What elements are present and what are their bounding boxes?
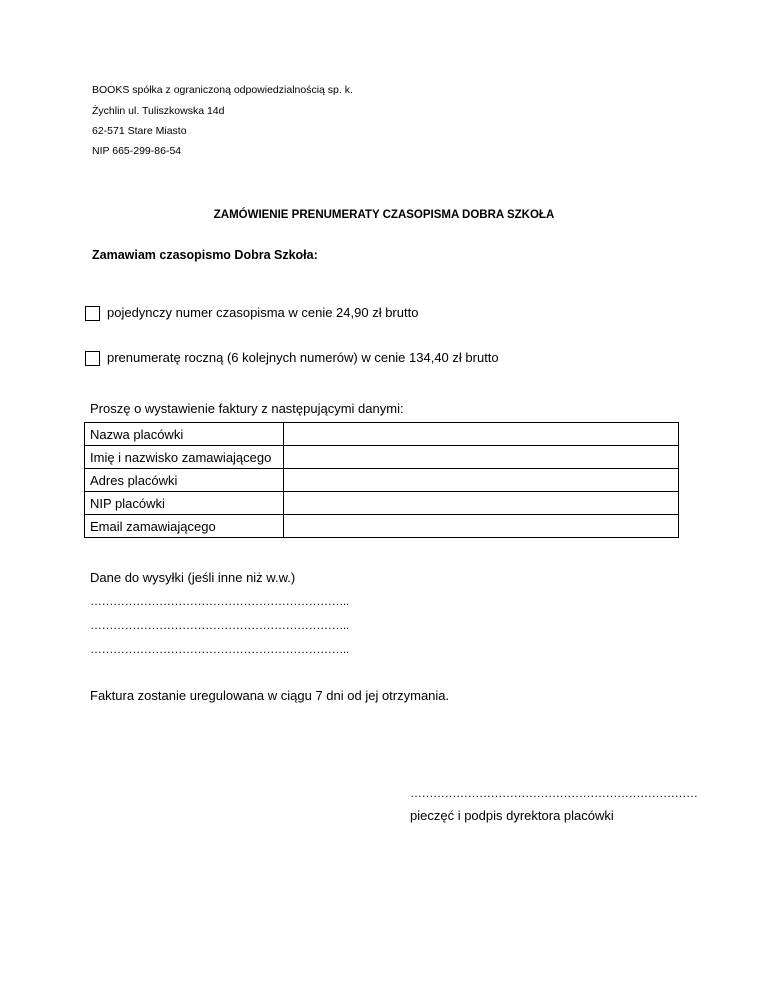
table-row — [85, 423, 679, 446]
invoice-label-facility-nip: NIP placówki — [85, 492, 284, 515]
payment-note: Faktura zostanie uregulowana w ciągu 7 dni od jej otrzymania. — [90, 688, 450, 703]
invoice-label-orderer-email: Email zamawiającego — [85, 515, 284, 538]
shipping-line-1[interactable]: ………………………………………………………….. — [90, 594, 349, 608]
invoice-data-table — [84, 422, 679, 538]
order-intro: Zamawiam czasopismo Dobra Szkoła: — [92, 248, 318, 262]
company-city: 62-571 Stare Miasto — [92, 125, 187, 137]
company-name: BOOKS spółka z ograniczoną odpowiedzialnością sp. k. — [92, 84, 353, 96]
option-annual-subscription-checkbox[interactable] — [85, 351, 100, 366]
invoice-field-orderer-email[interactable] — [284, 515, 679, 538]
invoice-intro: Proszę o wystawienie faktury z następującymi danymi: — [90, 401, 404, 416]
option-annual-subscription-label: prenumeratę roczną (6 kolejnych numerów) w cenie 134,40 zł brutto — [107, 350, 499, 365]
page-title: ZAMÓWIENIE PRENUMERATY CZASOPISMA DOBRA SZKOŁA — [213, 209, 555, 221]
invoice-field-facility-address[interactable] — [284, 469, 679, 492]
table-row — [85, 515, 679, 538]
invoice-label-facility-address: Adres placówki — [85, 469, 284, 492]
invoice-field-orderer-name[interactable] — [284, 446, 679, 469]
option-single-issue-checkbox[interactable] — [85, 306, 100, 321]
option-single-issue-label: pojedynczy numer czasopisma w cenie 24,90 zł brutto — [107, 305, 419, 320]
invoice-field-facility-name[interactable] — [284, 423, 679, 446]
table-row — [85, 469, 679, 492]
table-row — [85, 446, 679, 469]
company-nip: NIP 665-299-86-54 — [92, 145, 182, 157]
signature-caption: pieczęć i podpis dyrektora placówki — [410, 808, 614, 823]
table-row — [85, 492, 679, 515]
shipping-line-3[interactable]: ………………………………………………………….. — [90, 642, 349, 656]
invoice-label-orderer-name: Imię i nazwisko zamawiającego — [85, 446, 284, 469]
signature-line[interactable]: ………………………………………………………………… — [410, 786, 698, 800]
invoice-field-facility-nip[interactable] — [284, 492, 679, 515]
invoice-label-facility-name: Nazwa placówki — [85, 423, 284, 446]
shipping-line-2[interactable]: ………………………………………………………….. — [90, 618, 349, 632]
shipping-intro: Dane do wysyłki (jeśli inne niż w.w.) — [90, 570, 296, 585]
company-street: Żychlin ul. Tuliszkowska 14d — [92, 105, 225, 117]
